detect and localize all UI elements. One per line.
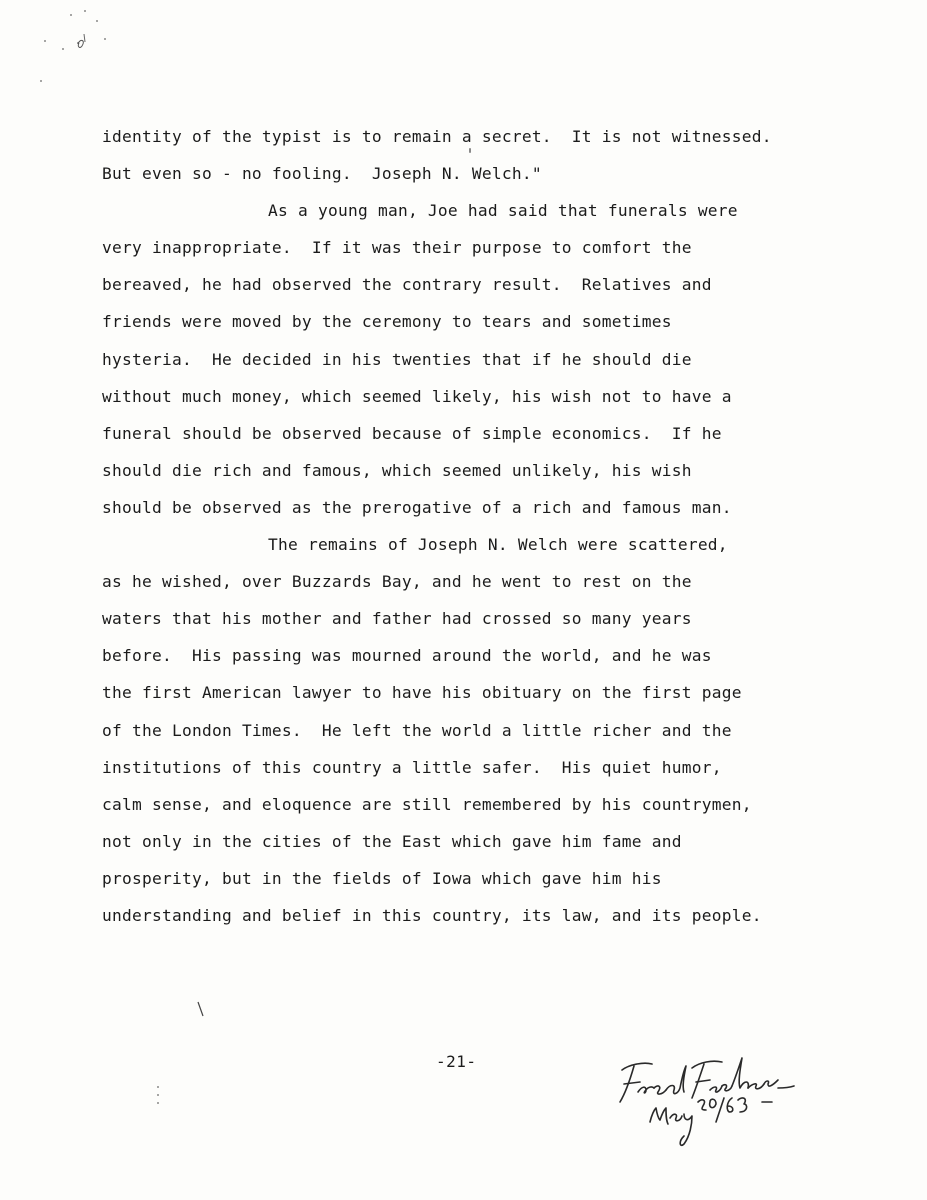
text-line: should be observed as the prerogative of a rich and famous man. [102, 497, 732, 517]
paragraph-start-line: As a young man, Joe had said that funerals were [268, 201, 738, 221]
scan-speck [40, 80, 42, 82]
text-line: prosperity, but in the fields of Iowa which gave him his [102, 868, 662, 888]
text-line: waters that his mother and father had crossed so many years [102, 609, 692, 629]
text-line: friends were moved by the ceremony to tears and sometimes [102, 312, 672, 332]
text-line: very inappropriate. If it was their purpose to comfort the [102, 238, 692, 258]
page-number: -21- [436, 1052, 477, 1071]
scan-speck [157, 1086, 159, 1088]
scan-speck [84, 10, 86, 12]
scan-speck [157, 1102, 159, 1104]
scan-mark [196, 1000, 206, 1020]
scan-speck [157, 1094, 159, 1096]
text-line: hysteria. He decided in his twenties that if he should die [102, 349, 692, 369]
text-line: funeral should be observed because of simple economics. If he [102, 423, 722, 443]
text-line: as he wished, over Buzzards Bay, and he went to rest on the [102, 572, 692, 592]
text-line: of the London Times. He left the world a little richer and the [102, 720, 732, 740]
scan-speck [70, 14, 72, 16]
text-line: bereaved, he had observed the contrary result. Relatives and [102, 275, 712, 295]
scan-speck [44, 40, 46, 42]
text-line: understanding and belief in this country, its law, and its people. [102, 905, 762, 925]
text-line: calm sense, and eloquence are still remembered by his countrymen, [102, 794, 752, 814]
paragraph-start-line: The remains of Joseph N. Welch were scattered, [268, 535, 728, 555]
text-line: But even so - no fooling. Joseph N. Welch." [102, 164, 542, 184]
text-line: without much money, which seemed likely, his wish not to have a [102, 386, 732, 406]
text-line: institutions of this country a little safer. His quiet humor, [102, 757, 722, 777]
scan-speck [96, 20, 98, 22]
text-line: not only in the cities of the East which gave him fame and [102, 831, 682, 851]
text-line: the first American lawyer to have his obituary on the first page [102, 683, 742, 703]
text-line: should die rich and famous, which seemed unlikely, his wish [102, 460, 692, 480]
scan-speck [62, 48, 64, 50]
text-line: before. His passing was mourned around the world, and he was [102, 646, 712, 666]
text-line: identity of the typist is to remain a secret. It is not witnessed. [102, 127, 772, 146]
scan-mark [74, 30, 90, 52]
scan-speck [104, 38, 106, 40]
body-text [102, 118, 872, 934]
handwritten-signature [600, 1040, 800, 1150]
